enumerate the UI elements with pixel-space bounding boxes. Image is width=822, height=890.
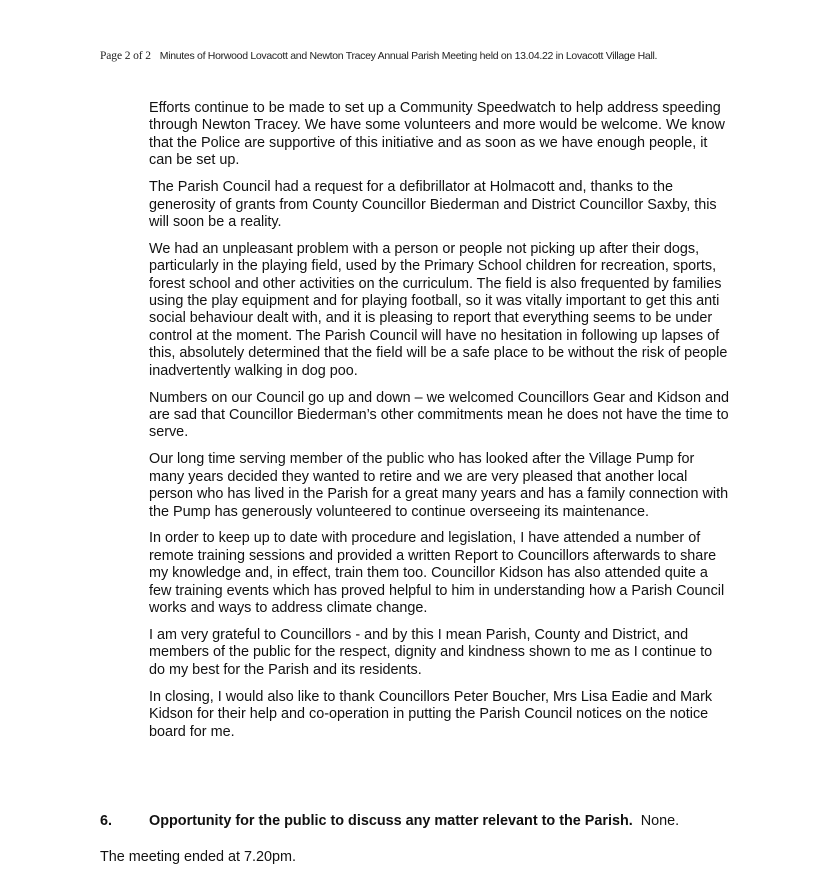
paragraph-closing-thanks: In closing, I would also like to thank Councillors Peter Boucher, Mrs Lisa Eadie and Mark Kidson for their help and co-operation in putting the Parish Council notices on the notice board for me. <box>149 688 713 740</box>
item-number: 6. <box>100 813 113 829</box>
paragraph-councillors: Numbers on our Council go up and down – we welcomed Councillors Gear and Kidson and are sad that Councillor Biederman’s other commitments mean he does not have the time to serve. <box>149 389 729 441</box>
meeting-end-note: The meeting ended at 7.20pm. <box>100 849 297 865</box>
page-header <box>100 50 657 62</box>
item-heading: Opportunity for the public to discuss any matter relevant to the Parish. <box>149 813 633 829</box>
agenda-item-6 <box>100 813 679 830</box>
paragraph-defibrillator: The Parish Council had a request for a defibrillator at Holmacott and, thanks to the generosity of grants from County Councillor Biederman and District Councillor Saxby, this will soon be a reality. <box>149 179 717 230</box>
paragraph-speedwatch: Efforts continue to be made to set up a Community Speedwatch to help address speeding through Newton Tracey. We have some volunteers and more would be welcome. We know that the Police are supportive of this initiative and as soon as we have enough people, it can be set up. <box>149 100 725 169</box>
report-body <box>149 100 729 750</box>
paragraph-dog-fouling: We had an unpleasant problem with a person or people not picking up after their dogs, particularly in the playing field, used by the Primary School children for recreation, sports, forest school and other activities on the curriculum. The field is also frequented by families using the play equipment and for playing football, so it was vitally important to get this anti social behaviour dealt with, and it is pleasing to report that everything seems to be under control at the moment. The Parish Council will have no hesitation in following up lapses of this, absolutely determined that the field will be a safe place to be without the risk of people inadvertently walking in dog poo. <box>149 240 728 379</box>
paragraph-gratitude: I am very grateful to Councillors - and by this I mean Parish, County and District, and members of the public for the respect, dignity and kindness shown to me as I continue to do my best for the Parish and its residents. <box>149 626 713 678</box>
page-number: Page 2 of 2 <box>100 50 151 62</box>
paragraph-village-pump: Our long time serving member of the public who has looked after the Village Pump for many years decided they wanted to retire and we are very pleased that another local person who has lived in the Parish for a great many years and has a family connection with the Pump has generously volunteered to continue overseeing its maintenance. <box>149 451 729 520</box>
header-title: Minutes of Horwood Lovacott and Newton Tracey Annual Parish Meeting held on 13.04.22 in Lovacott Village Hall. <box>159 50 658 62</box>
item-response: None. <box>640 813 680 829</box>
paragraph-training: In order to keep up to date with procedure and legislation, I have attended a number of remote training sessions and provided a written Report to Councillors afterwards to share my knowledge and, in effect, train them too. Councillor Kidson has also attended quite a few training events which has proved helpful to him in understanding how a Parish Council works and ways to address climate change. <box>149 530 725 617</box>
